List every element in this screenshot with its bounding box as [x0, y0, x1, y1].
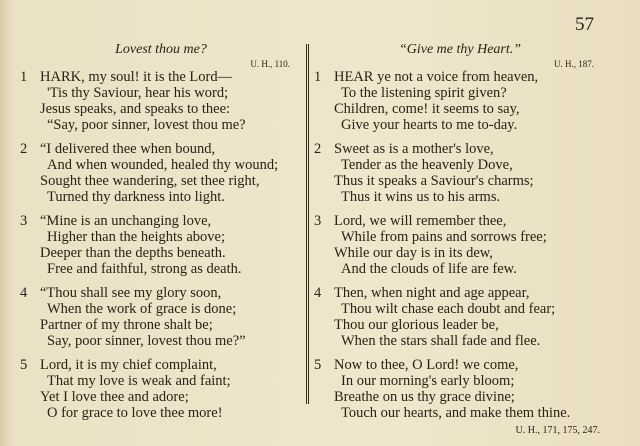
verse-line: Higher than the heights above; [47, 229, 225, 245]
verse-line: Thus it wins us to his arms. [341, 189, 501, 205]
right-hymn-title: “Give me thy Heart.” [398, 42, 522, 57]
stanza [314, 285, 606, 349]
verse-line: Lord, it is my chief complaint, [40, 357, 217, 373]
stanza [314, 69, 606, 133]
stanza-number: 3 [20, 213, 28, 229]
verse-line: Give your hearts to me to-day. [341, 117, 518, 133]
verse-line: That my love is weak and faint; [47, 373, 231, 389]
verse-line: Children, come! it seems to say, [334, 101, 520, 117]
verse-line: Thus it speaks a Saviour's charms; [334, 173, 534, 189]
verse-line: “I delivered thee when bound, [40, 141, 216, 157]
verse-line: Yet I love thee and adore; [40, 389, 189, 405]
right-hymn [314, 42, 606, 436]
verse-line: “Mine is an unchanging love, [40, 213, 212, 229]
verse-line: Touch our hearts, and make them thine. [341, 405, 571, 421]
left-hymn-title: Lovest thou me? [115, 42, 207, 57]
stanza [20, 213, 302, 277]
stanza-number: 1 [314, 69, 322, 85]
stanza [314, 141, 606, 205]
right-hymn-stanzas [314, 69, 606, 421]
verse-line: Breathe on us thy grace divine; [334, 389, 515, 405]
stanza-number: 4 [314, 285, 322, 301]
verse-line: And the clouds of life are few. [341, 261, 517, 277]
stanza [20, 141, 302, 205]
column-divider [306, 44, 309, 404]
stanza-number: 1 [20, 69, 28, 85]
stanza [20, 285, 302, 349]
right-hymn-tune-ref: U. H., 187. [554, 59, 594, 69]
verse-line: 'Tis thy Saviour, hear his word; [47, 85, 229, 101]
verse-line: Then, when night and age appear, [334, 285, 530, 301]
verse-line: Now to thee, O Lord! we come, [334, 357, 519, 373]
stanza [314, 213, 606, 277]
verse-line: Free and faithful, strong as death. [47, 261, 242, 277]
verse-line: To the listening spirit given? [341, 85, 507, 101]
stanza-number: 5 [20, 357, 28, 373]
verse-line: Say, poor sinner, lovest thou me?” [47, 333, 246, 349]
verse-line: Thou our glorious leader be, [334, 317, 499, 333]
verse-line: Tender as the heavenly Dove, [341, 157, 513, 173]
page-number: 57 [575, 14, 594, 35]
left-hymn-stanzas [20, 69, 302, 421]
verse-line: When the stars shall fade and flee. [341, 333, 541, 349]
verse-line: Sought thee wandering, set thee right, [40, 173, 260, 189]
stanza [20, 357, 302, 421]
verse-line: Turned thy darkness into light. [47, 189, 225, 205]
verse-line: While our day is in its dew, [334, 245, 493, 261]
verse-line: Jesus speaks, and speaks to thee: [40, 101, 231, 117]
verse-line: Lord, we will remember thee, [334, 213, 507, 229]
verse-line: Deeper than the depths beneath. [40, 245, 226, 261]
verse-line: “Thou shall see my glory soon, [40, 285, 222, 301]
stanza-number: 5 [314, 357, 322, 373]
verse-line: Partner of my throne shalt be; [40, 317, 213, 333]
stanza-number: 2 [314, 141, 322, 157]
verse-line: “Say, poor sinner, lovest thou me? [47, 117, 246, 133]
left-hymn [20, 42, 302, 429]
left-hymn-tune-ref: U. H., 110. [250, 59, 290, 69]
verse-line: Sweet as is a mother's love, [334, 141, 494, 157]
stanza-number: 3 [314, 213, 322, 229]
stanza [20, 69, 302, 133]
verse-line: In our morning's early bloom; [341, 373, 515, 389]
stanza-number: 2 [20, 141, 28, 157]
verse-line: HEAR ye not a voice from heaven, [334, 69, 539, 85]
verse-line: While from pains and sorrows free; [341, 229, 547, 245]
stanza-number: 4 [20, 285, 28, 301]
stanza [314, 357, 606, 421]
verse-line: HARK, my soul! it is the Lord— [40, 69, 233, 85]
verse-line: Thou wilt chase each doubt and fear; [341, 301, 556, 317]
verse-line: When the work of grace is done; [47, 301, 237, 317]
verse-line: And when wounded, healed thy wound; [47, 157, 279, 173]
right-hymn-footer-ref: U. H., 171, 175, 247. [515, 425, 600, 436]
verse-line: O for grace to love thee more! [47, 405, 223, 421]
